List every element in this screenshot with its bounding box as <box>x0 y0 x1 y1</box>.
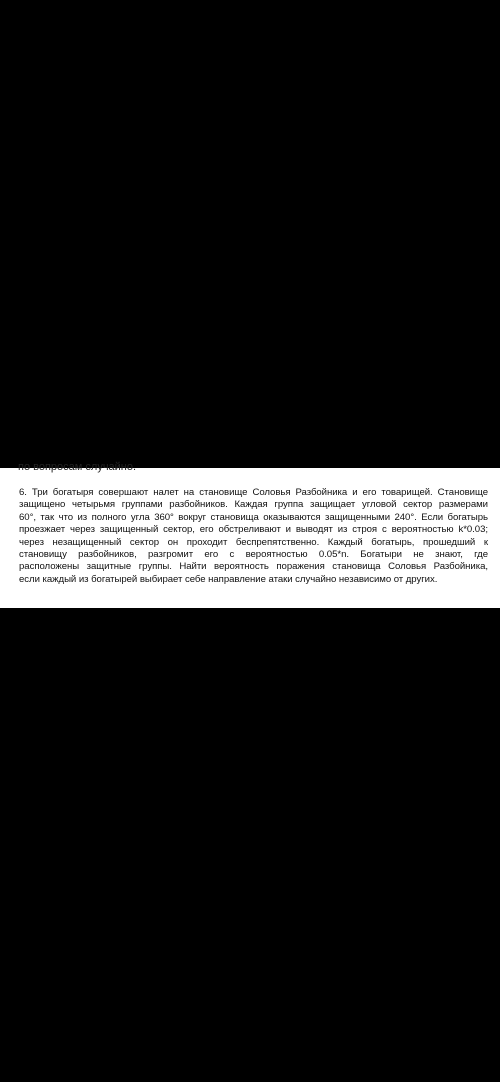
problem-line: через незащищенный сектор он проходит беспрепятственно. Каждый богатырь, прошедший к <box>19 536 488 548</box>
problem-line: если каждый из богатырей выбирает себе направление атаки случайно независимо от других. <box>19 573 438 585</box>
document-photo <box>0 461 500 608</box>
problem-line: расположены защитные группы. Найти вероятность поражения становища Соловья Разбойника, <box>19 561 488 573</box>
problem-line: становищу разбойников, разгромит его с вероятностью 0.05*n. Богатыри не знают, где <box>19 549 488 561</box>
problem-line: проезжает через защищенный сектор, его обстреливают и выводят из строя с вероятностью k*0.03; <box>19 524 488 536</box>
problem-text <box>19 487 488 586</box>
problem-line: 6. Три богатыря совершают налет на становище Соловья Разбойника и его товарищей. Становище <box>19 487 488 498</box>
problem-line: 60°, так что из полного угла 360° вокруг становища оказываются защищенными 240°. Если богатырь <box>19 511 488 523</box>
cut-off-text: по вопросам случайно. <box>18 461 137 473</box>
cut-off-previous-line <box>0 461 500 474</box>
problem-line: защищено четырьмя группами разбойников. Каждая группа защищает угловой сектор размерами <box>19 499 488 511</box>
